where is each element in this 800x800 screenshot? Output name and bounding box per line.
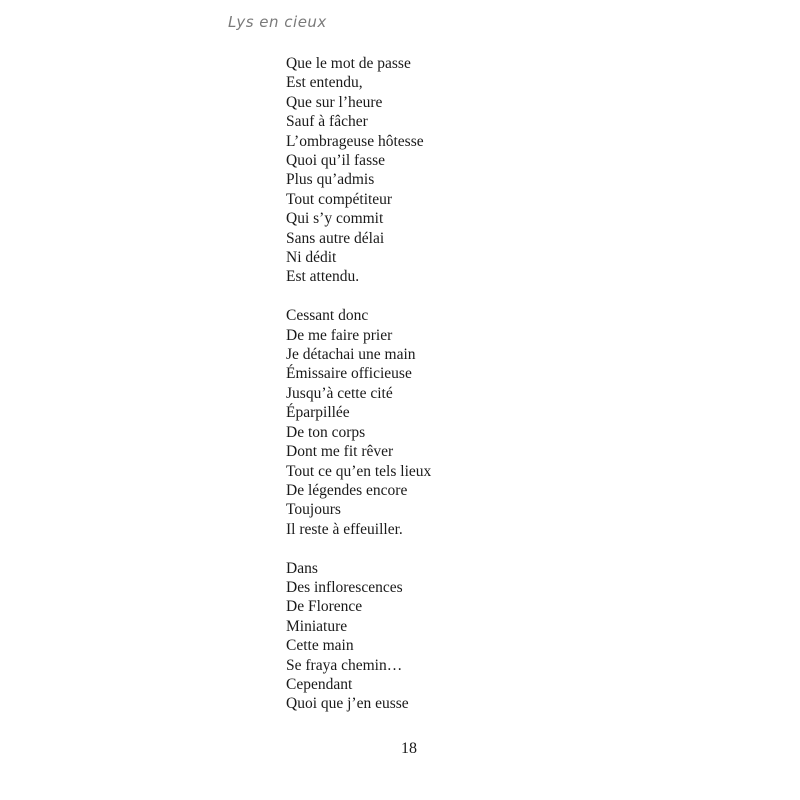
poem-line: Que le mot de passe: [286, 55, 411, 72]
poem-text: [286, 54, 431, 733]
poem-line: Est attendu.: [286, 268, 360, 286]
poem-line: Toujours: [286, 501, 341, 519]
poem-line: Cette main: [286, 637, 354, 655]
poem-line: Sans autre délai: [286, 229, 385, 247]
stanza-3: [286, 559, 431, 714]
poem-line: De légendes encore: [286, 481, 408, 499]
poem-line: Quoi que j’en eusse: [286, 695, 409, 713]
poem-line: Des inflorescences: [286, 578, 403, 596]
poem-line: De me faire prier: [286, 326, 393, 344]
poem-line: Miniature: [286, 617, 348, 635]
poem-line: Cependant: [286, 675, 353, 693]
poem-line: Éparpillée: [286, 404, 350, 422]
stanza-2: [286, 306, 431, 539]
poem-line: Que sur l’heure: [286, 93, 383, 111]
poem-line: Jusqu’à cette cité: [286, 384, 393, 402]
poem-line: Est entendu,: [286, 74, 363, 92]
poem-line: Se fraya chemin…: [286, 656, 403, 674]
poem-line: Émissaire officieuse: [286, 365, 412, 383]
poem-line: Qui s’y commit: [286, 210, 384, 228]
poem-line: L’ombrageuse hôtesse: [286, 132, 424, 150]
poem-line: Tout compétiteur: [286, 190, 393, 208]
running-header: Lys en cieux: [228, 13, 327, 31]
poem-line: De Florence: [286, 598, 363, 616]
poem-line: Il reste à effeuiller.: [286, 520, 403, 538]
poem-line: Je détachai une main: [286, 346, 416, 364]
poem-line: De ton corps: [286, 423, 366, 441]
poem-line: Tout ce qu’en tels lieux: [286, 462, 432, 480]
poem-line: Cessant donc: [286, 307, 369, 325]
poem-line: Ni dédit: [286, 249, 337, 267]
stanza-1: [286, 54, 431, 287]
poem-line: Sauf à fâcher: [286, 113, 368, 131]
poem-line: Quoi qu’il fasse: [286, 152, 386, 170]
poem-line: Dans: [286, 559, 318, 577]
page-number: 18: [401, 740, 417, 757]
poem-line: Dont me fit rêver: [286, 443, 394, 461]
poem-line: Plus qu’admis: [286, 171, 375, 189]
